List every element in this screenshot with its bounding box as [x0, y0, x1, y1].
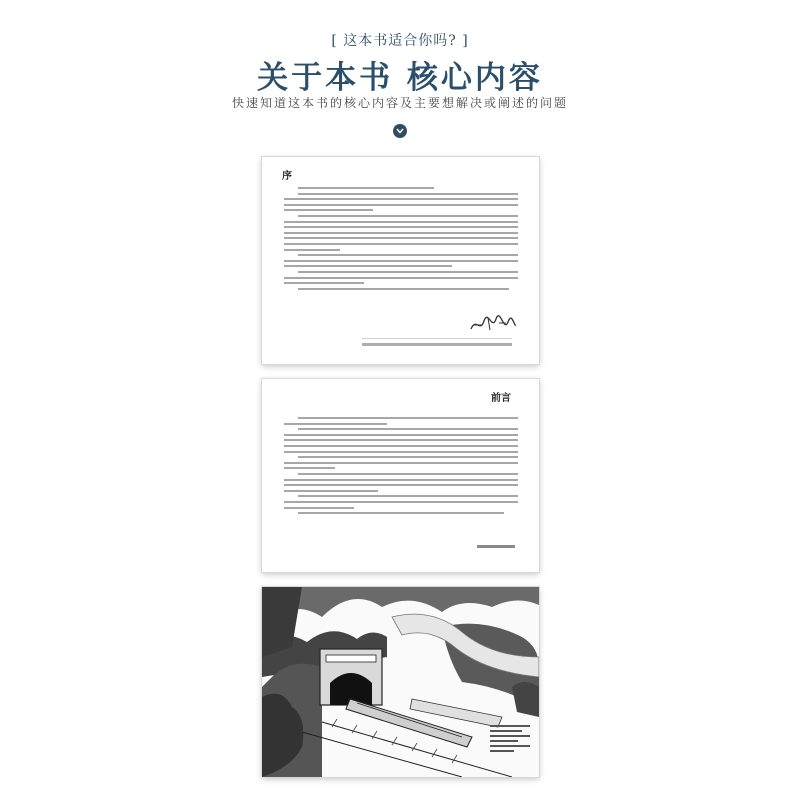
- signature-mark: [468, 313, 518, 335]
- foreword-heading: 前言: [491, 393, 511, 404]
- footnote-text: [362, 343, 512, 346]
- kicker-text: 这本书适合你吗?: [343, 33, 457, 49]
- illustration-page: [262, 587, 539, 777]
- kicker-open-bracket: [: [331, 33, 338, 49]
- preface-page: [262, 157, 539, 364]
- chevron-down-icon: [393, 124, 407, 138]
- preface-heading: 序: [282, 171, 292, 182]
- illustration-caption: [490, 725, 530, 755]
- foreword-page: [262, 379, 539, 572]
- preface-body: [284, 187, 518, 293]
- footnote-rule: [362, 338, 512, 339]
- intro-header: [0, 0, 800, 150]
- section-kicker: [0, 30, 800, 50]
- foreword-body: [284, 417, 518, 518]
- foreword-author: [477, 545, 515, 548]
- kicker-close-bracket: ]: [462, 33, 469, 49]
- page-subtitle: 快速知道这本书的核心内容及主要想解决或阐述的问题: [231, 96, 568, 110]
- page-title: 关于本书 核心内容: [257, 60, 543, 96]
